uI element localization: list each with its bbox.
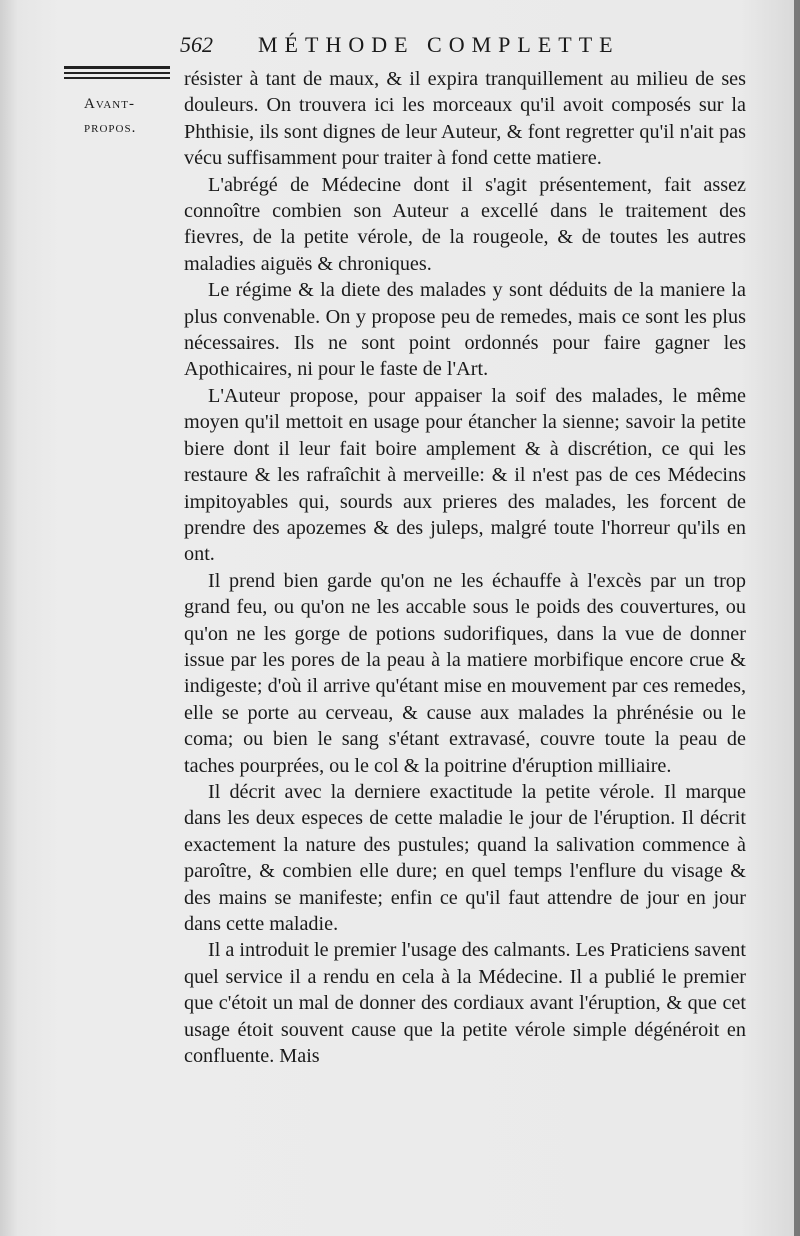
paragraph: Il a introduit le premier l'usage des calmants. Les Praticiens savent quel service il a rendu en cela à la Médecine. Il a publié le premier que c'étoit un mal de donner des cordiaux avant l'éruption, & que cet usage étoit souvent cause que la petite vérole simple dégénéroit en confluente. Mais xyxy=(184,939,746,1068)
body-text xyxy=(184,66,746,1069)
page-edge xyxy=(794,0,800,1236)
paragraph: Il décrit avec la derniere exactitude la petite vérole. Il marque dans les deux especes de cette maladie le jour de l'éruption. Il décrit exactement la nature des pustules; quand la salivation commence à paroître, & combien elle dure; en quel temps l'enflure du visage & des mains se manifeste; enfin ce qu'il faut attendre de jour en jour dans cette maladie. xyxy=(184,780,746,935)
paragraph: L'abrégé de Médecine dont il s'agit présentement, fait assez connoître combien son Auteur a excellé dans le traitement des fievres, de la petite vérole, de la rougeole, & de toutes les autres maladies aiguës & chroniques. xyxy=(184,173,746,275)
paragraph: Le régime & la diete des malades y sont déduits de la maniere la plus convenable. On y propose peu de remedes, mais ce sont les plus nécessaires. Ils ne sont point ordonnés pour faire gagner les Apothicaires, ni pour le faste de l'Art. xyxy=(184,279,746,381)
paragraph: Il prend bien garde qu'on ne les échauffe à l'excès par un trop grand feu, ou qu'on ne les accable sous le poids des couvertures, ou qu'on ne les gorge de potions sudorifiques, dans la vue de donner issue par les pores de la peau à la matiere morbifique encore crue & indigeste; d'où il arrive qu'étant mise en mouvement par ces remedes, elle se porte au cerveau, & cause aux malades la phrénésie ou le coma; ou bien le sang s'étant extravasé, couvre toute la peau de taches pourprées, ou le col & la poitrine d'éruption milliaire. xyxy=(184,569,746,777)
page-number: 562 xyxy=(180,32,213,57)
running-title: MÉTHODE COMPLETTE xyxy=(258,32,620,57)
margin-rule xyxy=(64,66,170,80)
paragraph: L'Auteur propose, pour appaiser la soif des malades, le même moyen qu'il mettoit en usage pour étancher la sienne; savoir la petite biere dont il leur fait boire amplement & à discrétion, ce qui les restaure & les rafraîchit à merveille: & il n'est pas de ces Médecins impitoyables qui, sourds aux prieres des malades, les forcent de prendre des apozemes & des juleps, malgré toute l'horreur qu'ils en ont. xyxy=(184,384,746,566)
margin-note xyxy=(84,92,164,140)
running-header xyxy=(180,30,740,64)
paragraph: résister à tant de maux, & il expira tranquillement au milieu de ses douleurs. On trouvera ici les morceaux qu'il avoit composés sur la Phthisie, ils sont dignes de leur Auteur, & font regretter qu'il n'ait pas vécu suffisamment pour traiter à fond cette matiere. xyxy=(184,68,746,170)
margin-note-line: propos. xyxy=(84,120,137,136)
margin-note-line: Avant- xyxy=(84,96,135,112)
